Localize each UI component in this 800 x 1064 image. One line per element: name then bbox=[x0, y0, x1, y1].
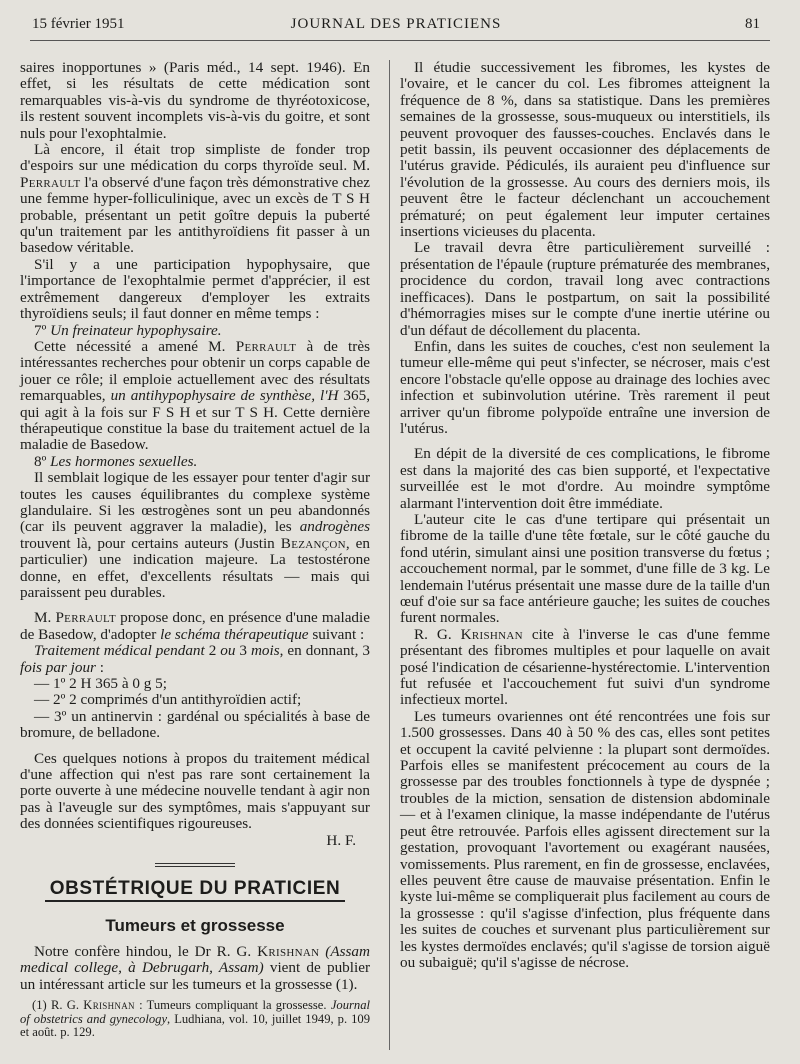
paragraph: Là encore, il était trop simpliste de fonder trop d'espoirs sur une médication du corps thyroïde seul. M. Perrault l'a observé d'une façon très démonstrative chez une femme hyper-folliculinique, avec un excès de T S H probable, présentant un petit goître depuis la puberté qu'un traitement par les antithyroïdiens fit passer à un basedow véritable. bbox=[20, 141, 370, 257]
left-column bbox=[20, 60, 370, 1040]
column-divider bbox=[389, 60, 390, 1050]
section-divider bbox=[155, 863, 235, 867]
author-name: Krishnan bbox=[257, 942, 320, 960]
signature: H. F. bbox=[326, 831, 356, 849]
paragraph: Il semblait logique de les essayer pour tenter d'agir sur toutes les causes équilibrantes du complexe système glandulaire. Si les œstrogènes sont un peu abandonnés (car ils peuvent aggraver la maladie), les androgènes trouvent là, pour certains auteurs (Justin Bezançon, en particulier) une indication majeure. La testostérone donne, en effet, d'excellents résultats — mais qui paraissent peu durables. bbox=[20, 469, 371, 601]
page-header bbox=[32, 16, 760, 38]
author-name: Perrault bbox=[235, 337, 297, 355]
article-title: Tumeurs et grossesse bbox=[105, 915, 285, 935]
paragraph: M. Perrault propose donc, en présence d'une maladie de Basedow, d'adopter le schéma thérapeutique suivant : bbox=[20, 609, 370, 643]
paragraph: S'il y a une participation hypophysaire, que l'importance de l'exophtalmie permet d'apprécier, il est extrêmement dangereux d'employer les extraits thyroïdiens seuls; il faut donner en même temps : bbox=[20, 255, 370, 323]
paragraph: Le travail devra être particulièrement surveillé : présentation de l'épaule (rupture prématurée des membranes, procidence du cordon, travail long avec contractions inefficaces). Dans le postpartum, on sait la possibilité d'hémorragies mises sur le compte d'une inertie utérine ou d'un défaut de décollement du placenta. bbox=[400, 239, 770, 339]
paragraph: Notre confère hindou, le Dr R. G. Krishnan (Assam medical college, à Debrugarh, Assam) vient de publier un intéressant article sur les tumeurs et la grossesse (1). bbox=[20, 942, 370, 993]
paragraph: L'auteur cite le cas d'une tertipare qui présentait un fibrome de la taille d'une tête fœtale, sur le côté gauche du fond utérin, simulant ainsi une position transverse du fœtus ; accouchement normal, par le sommet, d'une fille de 3 kg. Le lendemain l'utérus présentait une masse dure de la taille d'un œuf d'oie sur sa face antérieure gauche; les suites de couches furent normales. bbox=[400, 510, 770, 627]
author-name: Bezançon bbox=[280, 534, 346, 552]
right-column bbox=[400, 60, 770, 971]
paragraph: Traitement médical pendant 2 ou 3 mois, en donnant, 3 fois par jour : bbox=[20, 642, 371, 676]
header-rule bbox=[30, 40, 770, 41]
section-title: OBSTÉTRIQUE DU PRATICIEN bbox=[45, 881, 345, 901]
footnote: (1) R. G. Krishnan : Tumeurs compliquant la grossesse. Journal of obstetrics and gynecology, Ludhiana, vol. 10, juillet 1949, p. 109 et août. p. 129. bbox=[20, 998, 370, 1040]
paragraph: saires inopportunes » (Paris méd., 14 sept. 1946). En effet, si les résultats de cette médication sont remarquables vis-à-vis du syndrome de thyréotoxicose, ils restent souvent incomplets vis-à-vis du goitre, et sont nuls pour l'exophtalmie. bbox=[20, 59, 370, 142]
author-name: Krishnan bbox=[460, 625, 523, 643]
paragraph: Ces quelques notions à propos du traitement médical d'une affection qui n'est pas rare sont certainement la porte ouverte à une médecine nouvelle tendant à agir non pas à l'aveugle sur des symptômes, mais s'appuyant sur des données scientifiques rigoureuses. bbox=[20, 749, 370, 833]
author-name: Perrault bbox=[55, 609, 116, 627]
list-heading: 7º Un freinateur hypophysaire. bbox=[34, 321, 222, 339]
list-item: — 1º 2 H 365 à 0 g 5; bbox=[34, 675, 167, 693]
paragraph: Les tumeurs ovariennes ont été rencontrées une fois sur 1.500 grossesses. Dans 40 à 50 % des cas, elles sont petites et occupent la cavité pelvienne : la plupart sont dermoïdes. Parfois elles se manifestent précocement au cours de la grossesse par des troubles fonctionnels à type de dyspnée ; troubles de la miction, sensation de distension abdominale — et à l'examen clinique, la masse indépendante de l'utérus peut être retrouvée. Parfois elles agissent directement sur la gestation, provoquant l'avortement ou exagérant nausées, vomissements. Plus rarement, en fin de grossesse, enclavées, elles peuvent être cause de mauvaise présentation. Enfin le kyste lui-même se compliquerait plus facilement au cours de la grossesse : qu'il s'agisse d'infection, plus fréquente dans les suites de couches et survenant plus particulièrement sur les kystes dermoïdes enclavés; qu'il s'agisse de torsion aiguë ou subaiguë; qu'il s'agisse de nécrose. bbox=[400, 707, 770, 971]
paragraph: R. G. Krishnan cite à l'inverse le cas d'une femme présentant des fibromes multiples et pour laquelle on avait posé l'indication de césarienne-hystérectomie. L'intervention fut refusée et l'accouchement fut suivi d'un syndrome infectieux mortel. bbox=[400, 625, 770, 709]
page-number: 81 bbox=[745, 16, 760, 32]
paragraph: En dépit de la diversité de ces complications, le fibrome est dans la majorité des cas bien supporté, et l'expectative surveillée est le mot d'ordre. Au moindre symptôme alarmant l'intervention doit être immédiate. bbox=[400, 445, 770, 512]
issue-date: 15 février 1951 bbox=[32, 16, 125, 32]
list-item: — 3º un antinervin : gardénal ou spécialités à base de bromure, de belladone. bbox=[20, 707, 370, 742]
paragraph: Il étudie successivement les fibromes, les kystes de l'ovaire, et le cancer du col. Les fibromes atteignent la fréquence de 8 %, dans sa statistique. Dans les premières semaines de la grossesse, sous-muqueux ou interstitiels, ils peuvent provoquer des fausses-couches. Enclavés dans le petit bassin, ils peuvent occasionner des déplacements de l'utérus gravide. Pédiculés, ils auraient peu d'influence sur l'évolution de la grossesse. Au cours des derniers mois, ils peuvent être le facteur déclenchant un accouchement prématuré; on peut également leur imputer certaines insertions vicieuses du placenta. bbox=[400, 59, 770, 241]
author-name: Perrault bbox=[20, 173, 81, 191]
paragraph: Enfin, dans les suites de couches, c'est non seulement la tumeur elle-même qui peut s'infecter, se nécroser, mais c'est encore l'obstacle qu'elle oppose au drainage des lochies avec infection et subinvolution utérine. Très rarement il peut arriver qu'un fibrome polypoïde entraîne une inversion de l'utérus. bbox=[400, 337, 770, 437]
journal-title: JOURNAL DES PRATICIENS bbox=[290, 16, 502, 32]
paragraph: Cette nécessité a amené M. Perrault à de très intéressantes recherches pour obtenir un corps capable de jouer ce rôle; il emploie actuellement avec des résultats remarquables, un antihypophysaire de synthèse, l'H 365, qui agit à la fois sur F S H et sur T S H. Cette dernière thérapeutique constitue la base du traitement actuel de la maladie de Basedow. bbox=[20, 337, 370, 454]
list-heading: 8º Les hormones sexuelles. bbox=[34, 452, 198, 470]
list-item: — 2º 2 comprimés d'un antithyroïdien actif; bbox=[34, 691, 302, 709]
